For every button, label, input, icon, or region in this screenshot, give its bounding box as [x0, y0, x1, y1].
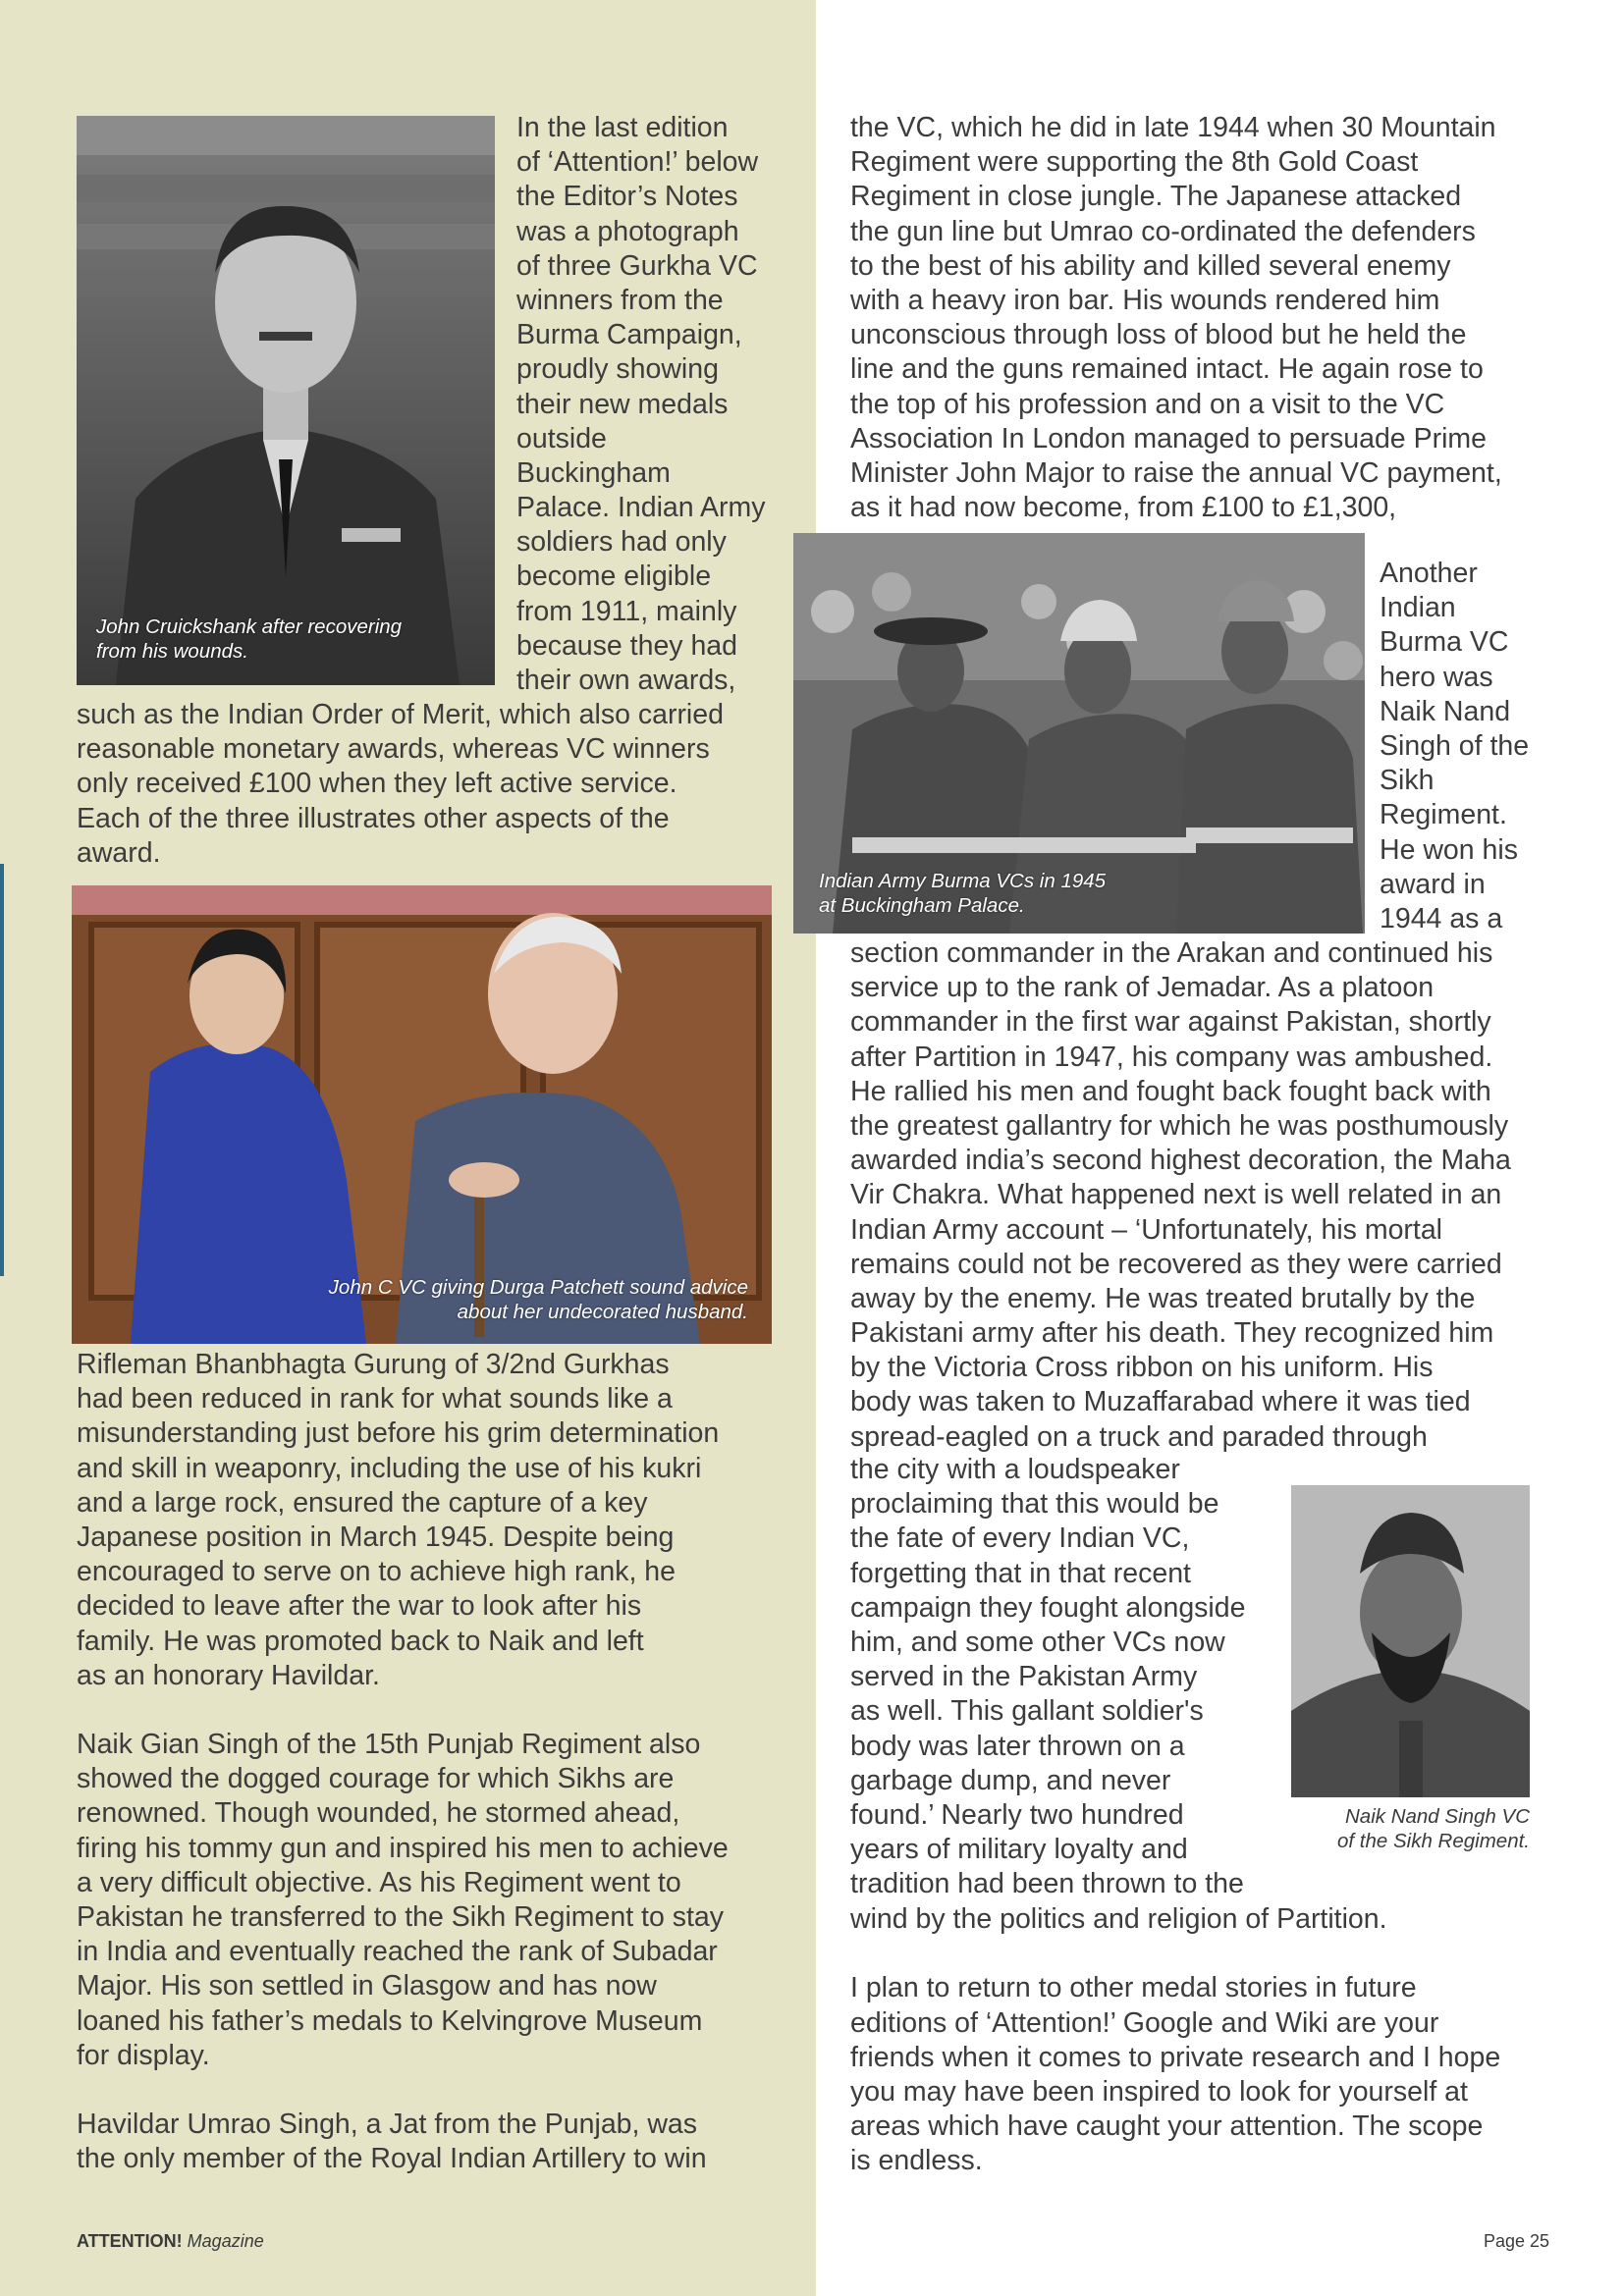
right-closing-text: wind by the politics and religion of Partition. I plan to return to other medal stories in future editions of ‘Attention!’ Google and Wiki are your friends when it comes to private research and I hope you may have been inspired to look for yourself at areas which have caught your attention. The scope is endless. — [850, 1903, 1501, 2177]
intro-paragraph-continuation: such as the Indian Order of Merit, which also carried reasonable monetary awards, whereas VC winners only received £100 when they left active service. Each of the three illustrates other aspects of the award. — [77, 699, 724, 869]
photo-john-cruickshank — [77, 116, 495, 685]
caption-patchett: John C VC giving Durga Patchett sound advice about her undecorated husband. — [328, 1276, 748, 1323]
right-narrow-text: Another Indian Burma VC hero was Naik Nand Singh of the Sikh Regiment. He won his award in 1944 as a — [1380, 558, 1530, 934]
photo-indian-army-burma-vcs — [793, 533, 1365, 934]
footer-page-number: Page 25 — [1483, 2231, 1549, 2251]
photo-naik-nand-singh — [1291, 1485, 1530, 1797]
caption-burma-vcs: Indian Army Burma VCs in 1945 at Buckingham Palace. — [819, 870, 1107, 917]
right-middle-text: section commander in the Arakan and continued his service up to the rank of Jemadar. As a platoon commander in the first war against Pakistan, shortly after Partition in 1947, his company was ambushed. He rallied his men and fought back fought back with the greatest gallantry for which he was posthumously awarded india’s second highest decoration, the Maha Vir Chakra. What happened next is well related in an Indian Army account – ‘Unfortunately, his mortal remains could not be recovered as they were carried away by the enemy. He was treated brutally by the Pakistani army after his death. They recognized him by the Victoria Cross ribbon on his uniform. His body was taken to Muzaffarabad where it was tied spread-eagled on a truck and paraded through — [850, 937, 1511, 1453]
photo-john-c-and-durga-patchett — [72, 885, 772, 1344]
right-top-text: the VC, which he did in late 1944 when 30 Mountain Regiment were supporting the 8th Gold Coast Regiment in close jungle. The Japanese attacked the gun line but Umrao co-ordinated the defenders to the best of his ability and killed several enemy with a heavy iron bar. His wounds rendered him unconscious through loss of blood but he held the line and the guns remained intact. He again rose to the top of his profession and on a visit to the VC Association In London managed to persuade Prime Minister John Major to raise the annual VC payment, as it had now become, from £100 to £1,300, — [850, 112, 1502, 524]
footer-magazine-name: ATTENTION! Magazine — [77, 2231, 264, 2251]
right-wrap-text: the city with a loudspeaker proclaiming that this would be the fate of every Indian VC, forgetting that in that recent campaign they fought alongside him, and some other VCs now served in the Pakistan Army as well. This gallant soldier's body was later thrown on a garbage dump, and never found.’ Nearly two hundred years of military loyalty and tradition had been thrown to the — [850, 1454, 1246, 1900]
caption-cruickshank: John Cruickshank after recovering from his wounds. — [96, 615, 403, 663]
intro-paragraph-narrow: In the last edition of ‘Attention!’ below the Editor’s Notes was a photograph of three Gurkha VC winners from the Burma Campaign, proudly showing their new medals outside Buckingham Palace. Indian Army soldiers had only become eligible from 1911, mainly because they had their own awards, — [516, 112, 766, 696]
caption-nand-singh: Naik Nand Singh VC of the Sikh Regiment. — [1337, 1805, 1530, 1852]
left-body-text: Rifleman Bhanbhagta Gurung of 3/2nd Gurkhas had been reduced in rank for what sounds like a misunderstanding just before his grim determination and skill in weaponry, including the use of his kukri and a large rock, ensured the capture of a key Japanese position in March 1945. Despite being encouraged to serve on to achieve high rank, he decided to leave after the war to look after his family. He was promoted back to Naik and left as an honorary Havildar. Naik Gian Singh of the 15th Punjab Regiment also showed the dogged courage for which Sikhs are renowned. Though wounded, he stormed ahead, firing his tommy gun and inspired his men to achieve a very difficult objective. As his Regiment went to Pakistan he transferred to the Sikh Regiment to stay in India and eventually reached the rank of Subadar Major. His son settled in Glasgow and has now loaned his father’s medals to Kelvingrove Museum for display. Havildar Umrao Singh, a Jat from the Punjab, was the only member of the Royal Indian Artillery to win — [77, 1349, 729, 2175]
page-edge-marker — [0, 864, 4, 1276]
